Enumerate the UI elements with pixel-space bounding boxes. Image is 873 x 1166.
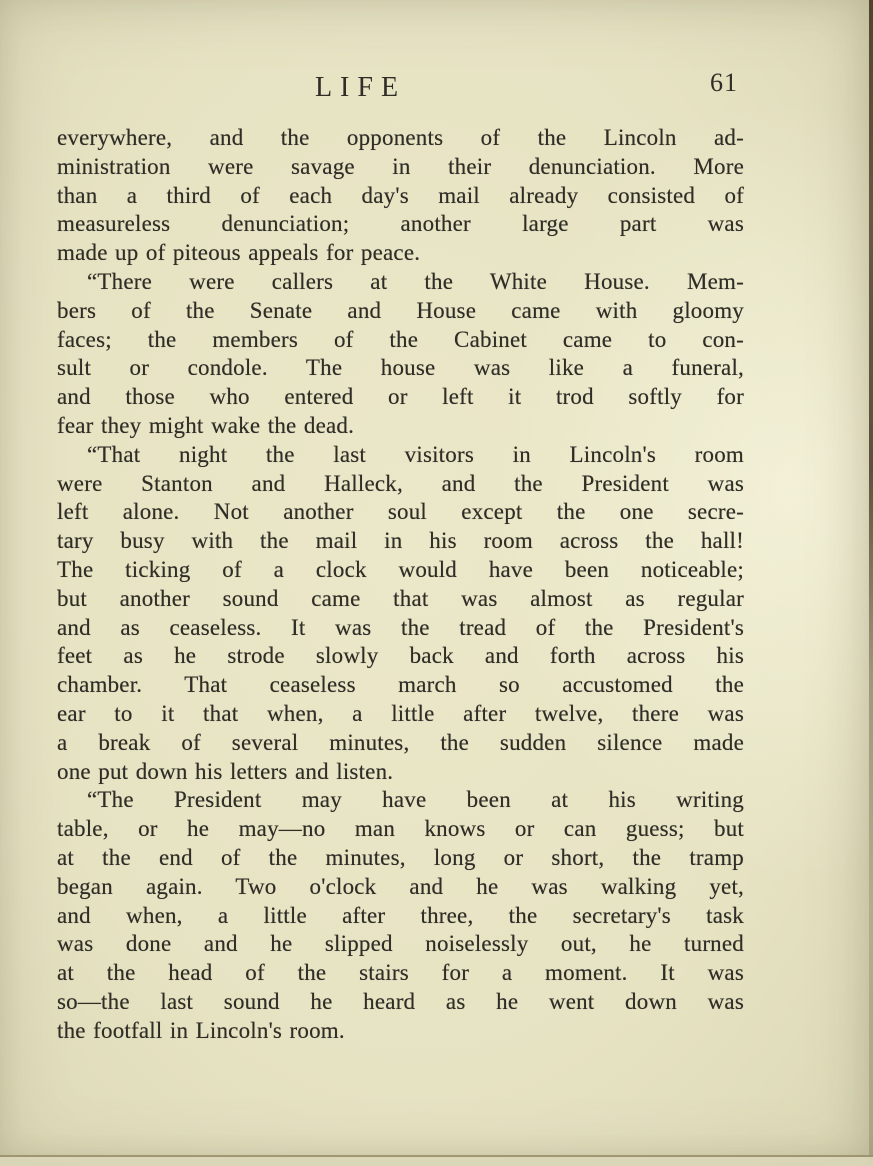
text-line: ear to it that when, a little after twelve, there was	[57, 700, 744, 726]
text-line: the footfall in Lincoln's room.	[57, 1017, 345, 1043]
text-line: everywhere, and the opponents of the Lincoln ad-	[57, 125, 744, 150]
paragraph	[57, 124, 744, 268]
text-line: chamber. That ceaseless march so accustomed the	[57, 672, 744, 698]
text-line: sult or condole. The house was like a funeral,	[57, 355, 744, 381]
page-edge-shadow-right	[869, 0, 873, 1166]
text-line: than a third of each day's mail already consisted of	[57, 182, 744, 208]
text-line: and as ceaseless. It was the tread of the President's	[57, 614, 744, 640]
paragraph	[57, 268, 744, 441]
text-line: bers of the Senate and House came with gloomy	[57, 297, 744, 323]
text-line: faces; the members of the Cabinet came to con-	[57, 326, 744, 352]
page-number: 61	[710, 68, 738, 97]
text-line: at the head of the stairs for a moment. It was	[57, 960, 744, 986]
paragraph	[57, 786, 744, 1045]
text-line: one put down his letters and listen.	[57, 758, 394, 784]
text-line: fear they might wake the dead.	[57, 412, 355, 438]
text-line: ministration were savage in their denunciation. More	[57, 153, 744, 179]
page-edge-bottom	[0, 1155, 873, 1166]
text-line: at the end of the minutes, long or short, the tramp	[57, 844, 744, 870]
text-line: and those who entered or left it trod softly for	[57, 384, 744, 410]
text-line: “The President may have been at his writing	[87, 787, 744, 813]
text-line: made up of piteous appeals for peace.	[57, 240, 421, 266]
text-line: but another sound came that was almost as regular	[57, 585, 744, 611]
paragraph	[57, 441, 744, 787]
text-line: feet as he strode slowly back and forth across his	[57, 643, 744, 669]
text-line: The ticking of a clock would have been noticeable;	[57, 556, 744, 582]
running-title: LIFE	[314, 72, 407, 103]
text-line: began again. Two o'clock and he was walking yet,	[57, 873, 744, 899]
text-line: “There were callers at the White House. Mem-	[87, 268, 744, 294]
text-line: a break of several minutes, the sudden silence made	[57, 729, 744, 755]
page-text	[57, 124, 744, 1046]
text-line: were Stanton and Halleck, and the President was	[57, 470, 744, 496]
text-line: measureless denunciation; another large part was	[57, 211, 744, 237]
text-line: so—the last sound he heard as he went down was	[57, 988, 744, 1014]
text-line: was done and he slipped noiselessly out, he turned	[57, 931, 744, 957]
page-header	[57, 0, 744, 112]
text-line: table, or he may—no man knows or can guess; but	[57, 816, 744, 842]
text-line: “That night the last visitors in Lincoln's room	[87, 441, 744, 467]
text-line: tary busy with the mail in his room across the hall!	[57, 528, 744, 554]
text-line: left alone. Not another soul except the one secre-	[57, 499, 744, 525]
text-line: and when, a little after three, the secretary's task	[57, 902, 744, 928]
